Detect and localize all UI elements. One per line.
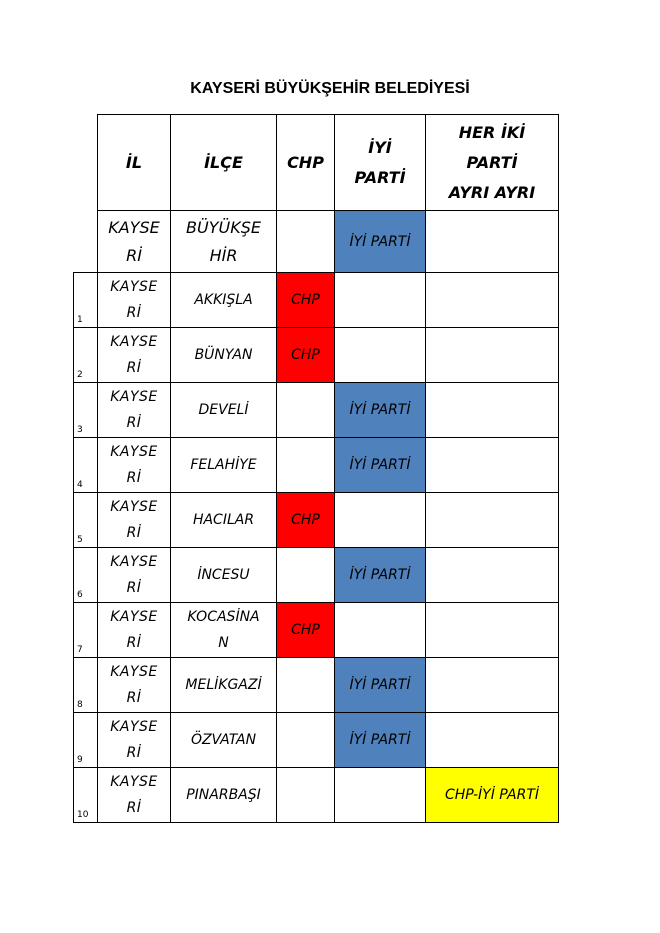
cell-il-line2: Rİ [126, 690, 142, 706]
cell-il-line1: KAYSE [110, 279, 158, 295]
cell-il [98, 603, 171, 658]
cell-chp [277, 713, 335, 768]
cell-both [426, 548, 559, 603]
cell-ilce [171, 493, 277, 548]
cell-il-line2: Rİ [126, 470, 142, 486]
cell-ilce [171, 383, 277, 438]
header-iyi [335, 115, 426, 211]
cell-il-line1: KAYSE [110, 334, 158, 350]
cell-iyi: İYİ PARTİ [335, 383, 426, 438]
cell-il-line1: KAYSE [110, 774, 158, 790]
top-row [74, 211, 559, 273]
cell-ilce-line1: DEVELİ [198, 402, 249, 418]
cell-ilce [171, 328, 277, 383]
cell-il [98, 328, 171, 383]
cell-chp [277, 438, 335, 493]
cell-both [426, 273, 559, 328]
top-chp [277, 211, 335, 273]
row-number: 10 [74, 768, 98, 823]
table-row [74, 658, 559, 713]
cell-ilce-line1: KOCASİNA [187, 609, 260, 625]
cell-chp: CHP [277, 493, 335, 548]
empty-corner [74, 115, 98, 211]
cell-iyi [335, 328, 426, 383]
top-ilce-line2: HİR [209, 245, 238, 265]
cell-chp [277, 658, 335, 713]
cell-chp: CHP [277, 273, 335, 328]
cell-il-line2: Rİ [126, 745, 142, 761]
row-number: 3 [74, 383, 98, 438]
header-both-line3: AYRI AYRI [448, 182, 536, 202]
cell-ilce [171, 438, 277, 493]
header-ilce: İLÇE [171, 115, 277, 211]
table-row [74, 548, 559, 603]
top-il [98, 211, 171, 273]
cell-il-line2: Rİ [126, 800, 142, 816]
cell-ilce [171, 658, 277, 713]
cell-il-line1: KAYSE [110, 609, 158, 625]
top-ilce-line1: BÜYÜKŞE [186, 217, 261, 237]
row-number: 1 [74, 273, 98, 328]
row-number: 2 [74, 328, 98, 383]
cell-ilce-line1: AKKIŞLA [194, 292, 253, 308]
cell-il-line1: KAYSE [110, 389, 158, 405]
cell-il [98, 493, 171, 548]
cell-ilce-line1: FELAHİYE [190, 457, 257, 473]
row-number: 8 [74, 658, 98, 713]
cell-il [98, 713, 171, 768]
cell-iyi: İYİ PARTİ [335, 713, 426, 768]
table-row [74, 438, 559, 493]
cell-both: CHP-İYİ PARTİ [426, 768, 559, 823]
header-both [426, 115, 559, 211]
cell-both [426, 438, 559, 493]
cell-il-line2: Rİ [126, 525, 142, 541]
cell-ilce-line1: MELİKGAZİ [185, 677, 262, 693]
cell-ilce-line1: HACILAR [192, 512, 255, 528]
cell-iyi [335, 493, 426, 548]
cell-il-line1: KAYSE [110, 444, 158, 460]
header-iyi-line1: İYİ [368, 137, 392, 157]
row-number: 4 [74, 438, 98, 493]
results-table [73, 114, 559, 823]
cell-iyi: İYİ PARTİ [335, 548, 426, 603]
header-row [74, 115, 559, 211]
table-row [74, 603, 559, 658]
cell-iyi: İYİ PARTİ [335, 658, 426, 713]
cell-both [426, 383, 559, 438]
document-title: KAYSERİ BÜYÜKŞEHİR BELEDİYESİ [190, 80, 470, 97]
cell-ilce-line1: BÜNYAN [194, 347, 253, 363]
cell-il [98, 273, 171, 328]
header-il: İL [98, 115, 171, 211]
cell-il-line2: Rİ [126, 415, 142, 431]
cell-il-line1: KAYSE [110, 664, 158, 680]
cell-ilce [171, 713, 277, 768]
table-row [74, 273, 559, 328]
row-number: 7 [74, 603, 98, 658]
cell-il [98, 383, 171, 438]
cell-iyi [335, 273, 426, 328]
cell-ilce [171, 273, 277, 328]
cell-both [426, 713, 559, 768]
cell-chp [277, 383, 335, 438]
header-iyi-line2: PARTİ [354, 167, 406, 187]
header-both-line2: PARTİ [466, 152, 518, 172]
cell-il-line2: Rİ [126, 580, 142, 596]
cell-il-line2: Rİ [126, 360, 142, 376]
cell-ilce-line1: ÖZVATAN [190, 732, 257, 748]
cell-chp [277, 548, 335, 603]
cell-ilce-line2: N [218, 635, 229, 651]
top-iyi: İYİ PARTİ [335, 211, 426, 273]
cell-ilce-line1: PINARBAŞI [186, 787, 261, 803]
cell-ilce [171, 548, 277, 603]
table-row [74, 493, 559, 548]
top-ilce [171, 211, 277, 273]
cell-il [98, 768, 171, 823]
cell-chp [277, 768, 335, 823]
cell-il [98, 658, 171, 713]
top-il-line1: KAYSE [108, 217, 160, 237]
cell-il-line1: KAYSE [110, 554, 158, 570]
cell-iyi: İYİ PARTİ [335, 438, 426, 493]
cell-il-line2: Rİ [126, 635, 142, 651]
cell-iyi [335, 603, 426, 658]
cell-ilce-line1: İNCESU [197, 567, 250, 583]
row-number: 5 [74, 493, 98, 548]
cell-both [426, 328, 559, 383]
cell-il-line1: KAYSE [110, 719, 158, 735]
cell-il-line2: Rİ [126, 305, 142, 321]
empty-num [74, 211, 98, 273]
cell-il [98, 548, 171, 603]
table-row [74, 713, 559, 768]
cell-il-line1: KAYSE [110, 499, 158, 515]
table-row [74, 768, 559, 823]
header-both-line1: HER İKİ [458, 122, 526, 142]
cell-both [426, 603, 559, 658]
table-row [74, 328, 559, 383]
table-row [74, 383, 559, 438]
top-both [426, 211, 559, 273]
row-number: 6 [74, 548, 98, 603]
cell-il [98, 438, 171, 493]
cell-iyi [335, 768, 426, 823]
top-il-line2: Rİ [126, 245, 142, 265]
cell-ilce [171, 603, 277, 658]
header-chp: CHP [277, 115, 335, 211]
row-number: 9 [74, 713, 98, 768]
cell-ilce [171, 768, 277, 823]
cell-chp: CHP [277, 603, 335, 658]
cell-both [426, 658, 559, 713]
cell-both [426, 493, 559, 548]
cell-chp: CHP [277, 328, 335, 383]
